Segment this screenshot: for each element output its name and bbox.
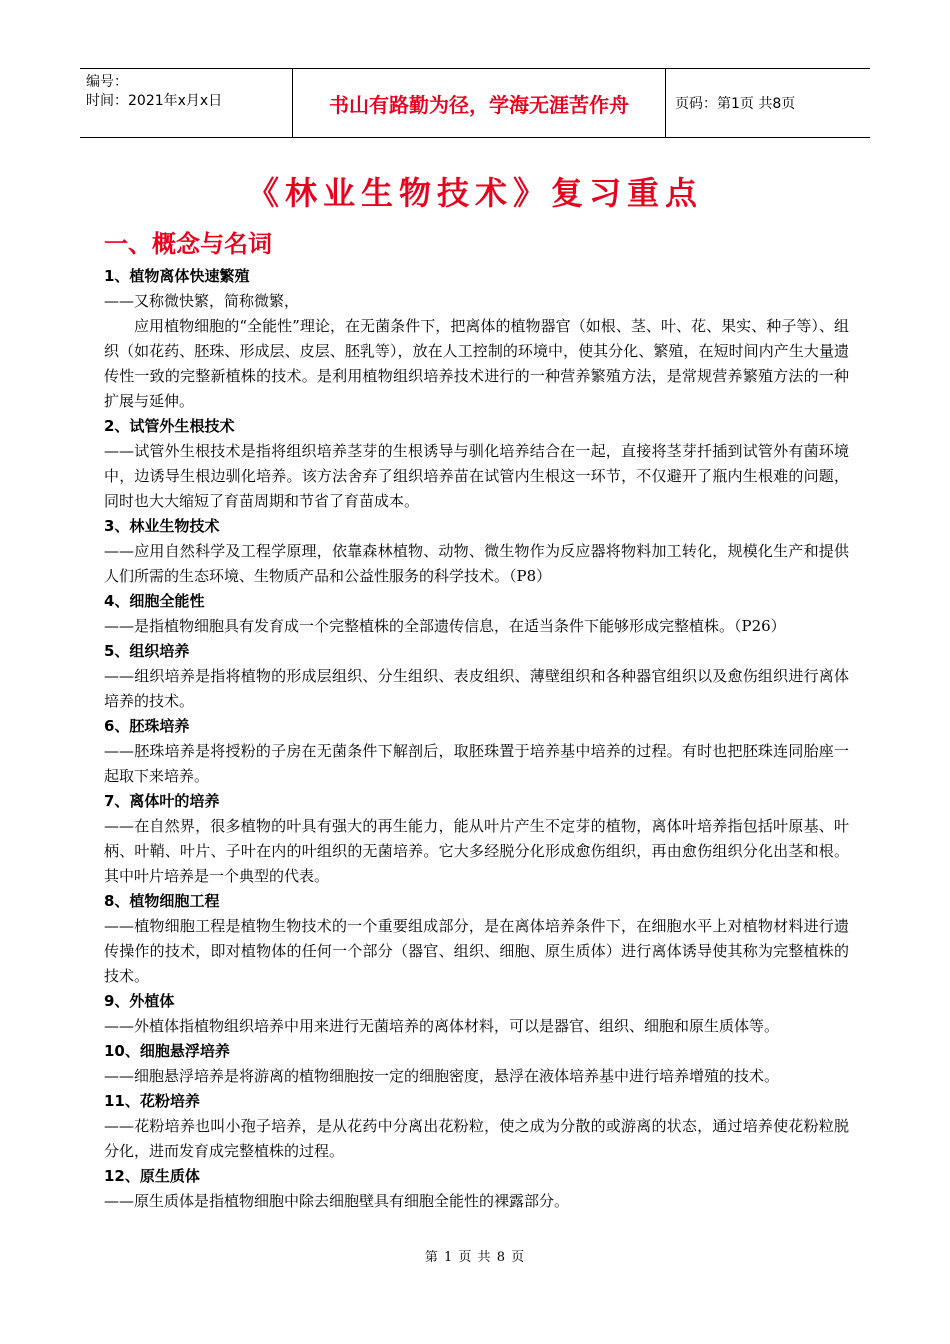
- definition-text: 应用植物细胞的“全能性”理论，在无菌条件下，把离体的植物器官（如根、茎、叶、花、果实、种子等）、组织（如花药、胚珠、形成层、皮层、胚乳等），放在人工控制的环境中，使其分化、繁殖，在短时间内产生大量遗传性一致的完整新植株的技术。是利用植物组织培养技术进行的一种营养繁殖方法，是常规营养繁殖方法的一种扩展与延伸。: [104, 317, 849, 410]
- header-motto: 书山有路勤为径，学海无涯苦作舟: [293, 69, 666, 137]
- definition-text: ——植物细胞工程是植物生物技术的一个重要组成部分，是在离体培养条件下，在细胞水平上对植物材料进行遗传操作的技术，即对植物体的任何一个部分（器官、组织、细胞、原生质体）进行离体诱导使其称为完整植株的技术。: [104, 917, 849, 985]
- definition-text: ——试管外生根技术是指将组织培养茎芽的生根诱导与驯化培养结合在一起，直接将茎芽扦插到试管外有菌环境中，边诱导生根边驯化培养。该方法舍弃了组织培养苗在试管内生根这一环节，不仅避开了瓶内生根难的问题，同时也大大缩短了育苗周期和节省了育苗成本。: [104, 442, 849, 510]
- date-text: 时间：2021年x月x日: [86, 93, 223, 109]
- definition-text: ——原生质体是指植物细胞中除去细胞壁具有细胞全能性的裸露部分。: [104, 1192, 570, 1210]
- definition-item: [104, 1089, 849, 1164]
- definition-item: [104, 264, 849, 414]
- definition-item: [104, 714, 849, 789]
- definition-item: [104, 589, 849, 639]
- definition-item: [104, 514, 849, 589]
- definition-item: [104, 639, 849, 714]
- definition-term: 1、植物离体快速繁殖: [104, 267, 250, 285]
- page-footer: 第 1 页 共 8 页: [424, 1250, 526, 1265]
- header-meta: [80, 69, 293, 137]
- definition-text: ——细胞悬浮培养是将游离的植物细胞按一定的细胞密度，悬浮在液体培养基中进行培养增殖的技术。: [104, 1067, 780, 1085]
- code-label: 编号：: [86, 74, 128, 90]
- definition-text: ——外植体指植物组织培养中用来进行无菌培养的离体材料，可以是器官、组织、细胞和原生质体等。: [104, 1017, 780, 1035]
- definition-text: ——应用自然科学及工程学原理，依靠森林植物、动物、微生物作为反应器将物料加工转化，规模化生产和提供人们所需的生态环境、生物质产品和公益性服务的科学技术。（P8）: [104, 542, 849, 585]
- definition-term: 8、植物细胞工程: [104, 892, 220, 910]
- definition-item: [104, 889, 849, 989]
- definition-item: [104, 989, 849, 1039]
- definition-item: [104, 414, 849, 514]
- definition-term: 5、组织培养: [104, 642, 190, 660]
- definition-term: 4、细胞全能性: [104, 592, 205, 610]
- definition-list: [104, 264, 849, 1214]
- document-title: 《林业生物技术》复习重点: [246, 174, 703, 212]
- definition-item: [104, 1039, 849, 1089]
- definition-text: ——是指植物细胞具有发育成一个完整植株的全部遗传信息，在适当条件下能够形成完整植株。（P26）: [104, 617, 786, 635]
- definition-term: 11、花粉培养: [104, 1092, 200, 1110]
- definition-term: 12、原生质体: [104, 1167, 200, 1185]
- definition-term: 7、离体叶的培养: [104, 792, 220, 810]
- definition-text: ——胚珠培养是将授粉的子房在无菌条件下解剖后，取胚珠置于培养基中培养的过程。有时也把胚珠连同胎座一起取下来培养。: [104, 742, 849, 785]
- definition-term: 2、试管外生根技术: [104, 417, 235, 435]
- definition-term: 9、外植体: [104, 992, 175, 1010]
- definition-term: 10、细胞悬浮培养: [104, 1042, 230, 1060]
- header-page-info: 页码：第1页 共8页: [675, 96, 796, 112]
- definition-item: [104, 1164, 849, 1214]
- definition-text: ——花粉培养也叫小孢子培养，是从花药中分离出花粉粒，使之成为分散的或游离的状态，通过培养使花粉粒脱分化，进而发育成完整植株的过程。: [104, 1117, 849, 1160]
- definition-item: [104, 789, 849, 889]
- page-header: [80, 68, 870, 138]
- definition-text: ——又称微快繁，简称微繁，: [104, 292, 300, 310]
- definition-term: 6、胚珠培养: [104, 717, 190, 735]
- definition-text: ——组织培养是指将植物的形成层组织、分生组织、表皮组织、薄壁组织和各种器官组织以及愈伤组织进行离体培养的技术。: [104, 667, 849, 710]
- definition-term: 3、林业生物技术: [104, 517, 220, 535]
- section-heading: 一、概念与名词: [104, 230, 272, 258]
- definition-text: ——在自然界，很多植物的叶具有强大的再生能力，能从叶片产生不定芽的植物，离体叶培养指包括叶原基、叶柄、叶鞘、叶片、子叶在内的叶组织的无菌培养。它大多经脱分化形成愈伤组织，再由愈伤组织分化出茎和根。其中叶片培养是一个典型的代表。: [104, 817, 849, 885]
